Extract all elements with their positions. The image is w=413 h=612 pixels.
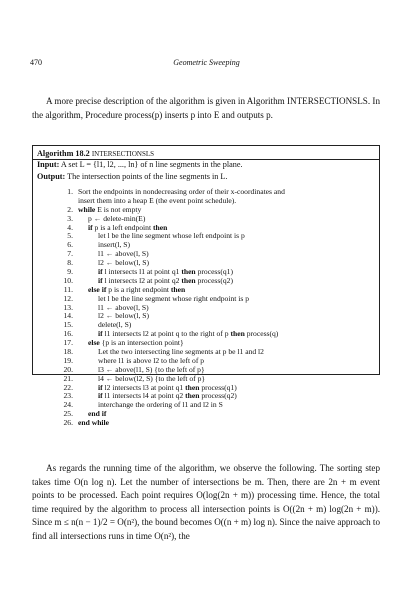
keyword: if [98, 267, 103, 277]
keyword: end while [78, 418, 110, 428]
statement-text: l1 ← above(l, S) [98, 302, 149, 312]
line-number: 10. [63, 275, 73, 285]
keyword: else [88, 338, 100, 348]
algorithm-line [33, 401, 379, 410]
algorithm-line [33, 312, 379, 321]
line-number: 17. [63, 338, 73, 348]
statement-text: E is not empty [95, 204, 142, 214]
line-number: 13. [63, 302, 73, 312]
keyword: else if [88, 284, 107, 294]
keyword: then [230, 329, 245, 339]
line-number: 1. [67, 187, 73, 196]
keyword: then [181, 267, 196, 277]
running-title: Geometric Sweeping [173, 58, 240, 67]
statement-text: where l1 is above l2 to the left of p [98, 355, 205, 365]
statement-text: l1 intersects l4 at point q2 [102, 391, 186, 401]
line-number: 16. [63, 329, 73, 339]
statement-text: let l be the line segment whose right endpoint is p [98, 293, 250, 303]
algorithm-line [33, 304, 379, 313]
line-number: 24. [63, 400, 73, 410]
line-number: 19. [63, 355, 73, 365]
output-text: The intersection points of the line segments in L. [67, 172, 228, 181]
statement-text: delete(l, S) [98, 320, 132, 330]
statement-text: p is a left endpoint [92, 222, 153, 232]
algorithm-line [33, 250, 379, 259]
statement-text: {p is an intersection point} [99, 338, 184, 348]
statement-text: process(q2) [199, 391, 237, 401]
line-number: 15. [63, 320, 73, 330]
statement-text: insert(l, S) [98, 240, 131, 250]
algorithm-line [33, 366, 379, 375]
algorithm-line [33, 206, 379, 215]
algorithm-lines [33, 188, 379, 428]
statement-text: l4 ← below(l2, S) {to the left of p} [98, 373, 206, 383]
intro-paragraph [32, 95, 380, 122]
algorithm-line [33, 215, 379, 224]
line-number: 8. [67, 258, 73, 268]
keyword: then [185, 382, 200, 392]
statement-text: process(q2) [195, 275, 233, 285]
algorithm-line [33, 348, 379, 357]
algorithm-line [33, 241, 379, 250]
keyword: then [181, 275, 196, 285]
statement-text: process(q1) [199, 382, 237, 392]
keyword: then [170, 284, 186, 294]
line-number: 9. [67, 267, 73, 277]
statement-text: l intersects l2 at point q2 [102, 275, 182, 285]
algorithm-line [33, 295, 379, 304]
keyword: if [88, 222, 93, 232]
output-label: Output: [37, 172, 66, 181]
line-number: 2. [67, 204, 73, 214]
line-number: 20. [63, 364, 73, 374]
line-number: 3. [67, 213, 73, 223]
statement-text: Sort the endpoints in nondecreasing order of their x-coordinates and [78, 187, 285, 196]
keyword: if [98, 329, 103, 339]
statement-text: l intersects l1 at point q1 [102, 267, 182, 277]
statement-text: p is a right endpoint [106, 284, 171, 294]
keyword: if [98, 382, 103, 392]
statement-text: l2 ← below(l, S) [98, 258, 150, 268]
keyword: end if [88, 409, 107, 419]
statement-text: l1 intersects l2 at point q to the right of p [102, 329, 231, 339]
algorithm-title [37, 149, 154, 158]
line-number: 21. [63, 373, 73, 383]
algorithm-name: INTERSECTIONSLS [91, 150, 155, 158]
input-text: A set L = {l1, l2, ..., ln} of n line segments in the plane. [60, 160, 243, 169]
statement-text: process(q1) [195, 267, 233, 277]
line-number: 5. [67, 231, 73, 241]
algorithm-input [37, 160, 243, 169]
algorithm-output [37, 172, 227, 181]
algorithm-line [33, 232, 379, 241]
keyword: then [185, 391, 200, 401]
line-number: 6. [67, 240, 73, 250]
line-number: 12. [63, 293, 73, 303]
intro-text-a: A more precise description of the algorithm is given in Algorithm [46, 96, 288, 106]
line-number: 7. [67, 249, 73, 259]
intro-text-b: . In the algorithm, Procedure process(p) inserts p into E and outputs p. [32, 96, 381, 120]
line-number: 23. [63, 391, 73, 401]
line-number: 26. [63, 418, 73, 428]
statement-text: l2 intersects l3 at point q1 [102, 382, 186, 392]
statement-text: l2 ← below(l, S) [98, 311, 150, 321]
keyword: then [152, 222, 168, 232]
algorithm-box [32, 145, 380, 428]
keyword: while [78, 204, 96, 214]
line-text [73, 419, 109, 428]
algorithm-line [33, 357, 379, 366]
statement-text: let l be the line segment whose left endpoint is p [98, 231, 245, 241]
line-number: 25. [63, 409, 73, 419]
input-label: Input: [37, 160, 60, 169]
algorithm-reference: INTERSECTIONSLS [287, 96, 368, 106]
line-number: 22. [63, 382, 73, 392]
keyword: if [98, 391, 103, 401]
line-number: 18. [63, 347, 73, 357]
statement-text: interchange the ordering of l1 and l2 in S [98, 400, 223, 410]
statement-text: l3 ← above(l1, S) {to the left of p} [98, 364, 205, 374]
line-number: 4. [67, 222, 73, 232]
algorithm-label: Algorithm 18.2 [37, 149, 90, 158]
statement-text: process(q) [244, 329, 279, 339]
statement-text: Let the two intersecting line segments at p be l1 and l2 [98, 347, 264, 357]
line-number: 11. [63, 284, 73, 294]
algorithm-line [33, 419, 379, 428]
algorithm-line [33, 277, 379, 286]
line-number: 14. [63, 311, 73, 321]
analysis-paragraph: As regards the running time of the algorithm, we observe the following. The sorting step takes time O(n log n). Let the number of intersections be m. Then, there are 2n + m event points to be processed. Each point requires O(log(2n + m)) processing time. Hence, the total time required by the algorithm to process all intersection points is O((2n + m) log(2n + m)). Since m ≤ n(n − 1)/2 = O(n²), the bound becomes O((n + m) log n). Since the naive approach to find all intersections runs in time O(n²), the [32, 463, 380, 541]
algorithm-line [33, 330, 379, 339]
statement-text: l1 ← above(l, S) [98, 249, 149, 259]
statement-text: p ← delete-min(E) [88, 213, 146, 223]
page-number: 470 [30, 58, 42, 67]
statement-text: insert them into a heap E (the event point schedule). [78, 195, 237, 205]
keyword: if [98, 275, 103, 285]
